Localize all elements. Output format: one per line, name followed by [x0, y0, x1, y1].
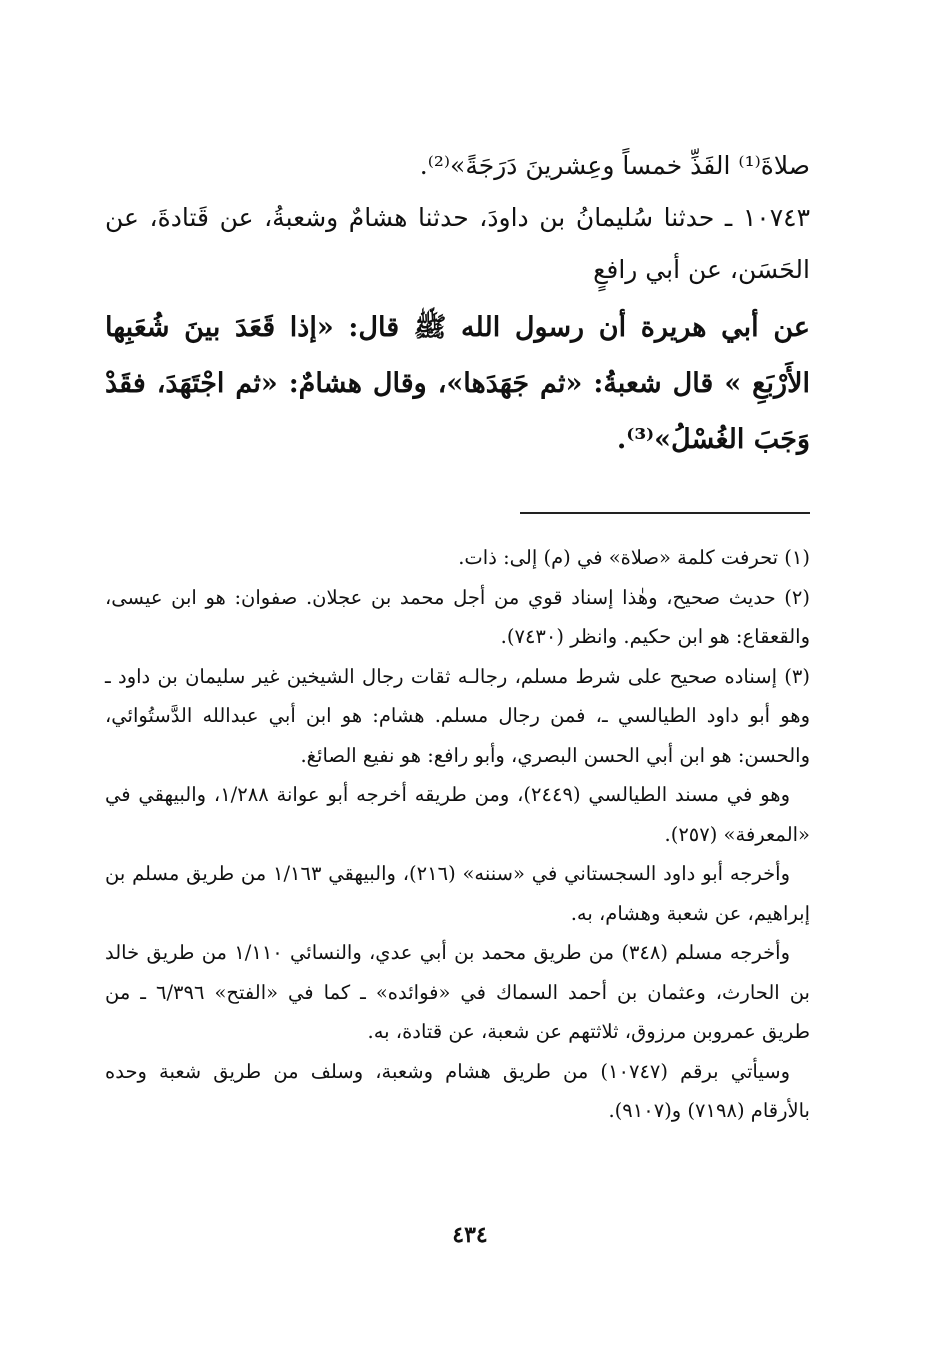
footnotes-block: [105, 538, 810, 1131]
main-text-block: [105, 140, 810, 468]
continuation-paragraph: صلاةَ⁽¹⁾ الفَذِّ خمساً وعِشرينَ دَرَجَةً»⁽²⁾.: [419, 151, 810, 180]
footnote-3: (٣) إسناده صحيح على شرط مسلم، رجالـه ثقات رجال الشيخين غير سليمان بن داود ـ وهو أبو داود الطيالسي ـ، فمن رجال مسلم. هشام: هو ابن أبي عبدالله الدَّستُوائي، والحسن: هو ابن أبي الحسن البصري، وأبو رافع: هو نفيع الصائغ.: [105, 664, 810, 767]
hadith-isnad: ١٠٧٤٣ ـ حدثنا سُليمانُ بن داودَ، حدثنا هشامٌ وشعبةُ، عن قَتادةَ، عن الحَسَن، عن أبي رافعٍ: [105, 203, 810, 284]
footnote-3-cont-1: وهو في مسند الطيالسي (٢٤٤٩)، ومن طريقه أخرجه أبو عوانة ١/٢٨٨، والبيهقي في «المعرفة» (٢٥٧).: [105, 783, 810, 846]
footnote-divider: [520, 512, 810, 514]
footnote-1: (١) تحرفت كلمة «صلاة» في (م) إلى: ذات.: [458, 546, 810, 569]
hadith-matn: عن أبي هريرة أن رسول الله ﷺ قال: «إذا قَعَدَ بينَ شُعَبِها الأَرْبَعِ » قال شعبةُ: «ثم جَهَدَها»، وقال هشامٌ: «ثم اجْتَهَدَ، فقَدْ وَجَبَ الغُسْلُ»⁽³⁾.: [105, 312, 810, 455]
page-number: ٤٣٤: [452, 1222, 488, 1248]
footnote-2: (٢) حديث صحيح، وهٰذا إسناد قوي من أجل محمد بن عجلان. صفوان: هو ابن عيسى، والقعقاع: هو ابن حكيم. وانظر (٧٤٣٠).: [105, 585, 810, 648]
footnote-3-cont-3: وأخرجه مسلم (٣٤٨) من طريق محمد بن أبي عدي، والنسائي ١/١١٠ من طريق خالد بن الحارث، وعثمان بن أحمد السماك في «فوائده» ـ كما في «الفتح» ٦/٣٩٦ ـ من طريق عمروبن مرزوق، ثلاثتهم عن شعبة، عن قتادة، به.: [105, 941, 810, 1043]
footnote-3-cont-4: وسيأتي برقم (١٠٧٤٧) من طريق هشام وشعبة، وسلف من طريق شعبة وحده بالأرقام (٧١٩٨) و(٩١٠٧).: [105, 1059, 810, 1122]
footnote-3-cont-2: وأخرجه أبو داود السجستاني في «سننه» (٢١٦)، والبيهقي ١/١٦٣ من طريق مسلم بن إبراهيم، عن شعبة وهشام، به.: [105, 862, 810, 925]
